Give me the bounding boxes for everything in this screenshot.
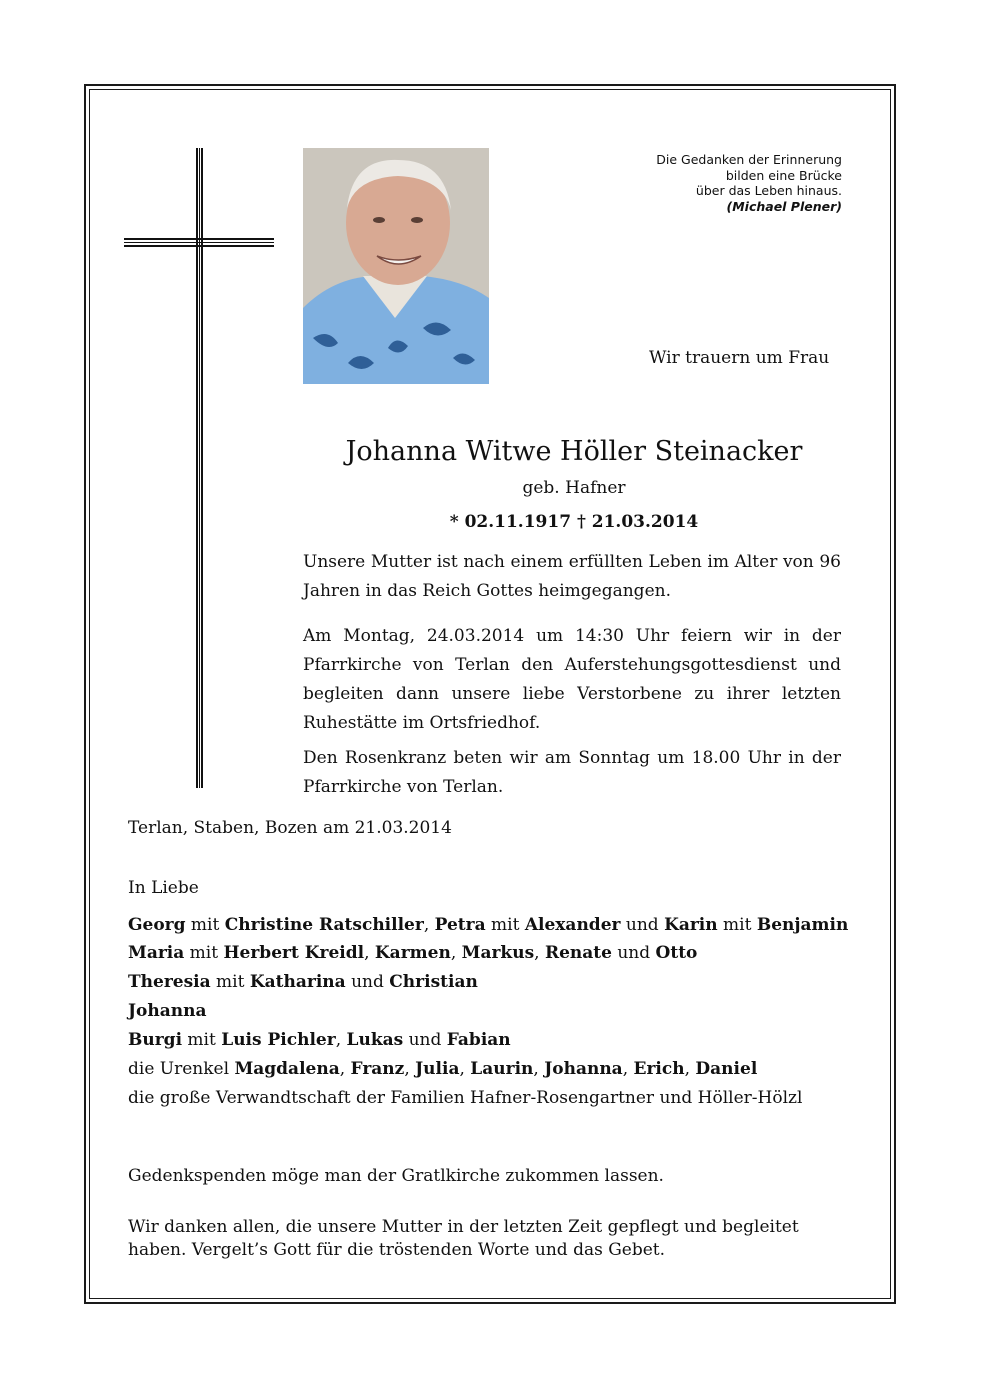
mourner-name: Theresia	[128, 972, 211, 992]
mourner-name: Christine Ratschiller	[224, 915, 424, 935]
mourner-name: Benjamin	[756, 915, 849, 935]
donation-note: Gedenkspenden möge man der Gratlkirche zukommen lassen.	[128, 1166, 664, 1186]
cross-icon-bar	[124, 238, 274, 247]
mourner-name: Luis Pichler	[221, 1030, 336, 1050]
mourner-name: Katharina	[249, 972, 346, 992]
mourner-name: Burgi	[128, 1030, 183, 1050]
mourner-connector: ,	[335, 1030, 347, 1050]
mourners-list	[128, 910, 852, 1113]
mourner-name: Petra	[434, 915, 486, 935]
mourner-connector: die Urenkel	[128, 1059, 235, 1079]
mourner-name: Franz	[350, 1059, 405, 1079]
quote-author: (Michael Plener)	[726, 198, 842, 214]
funeral-paragraph: Am Montag, 24.03.2014 um 14:30 Uhr feiern wir in der Pfarrkirche von Terlan den Auferstehungsgottesdienst und begleiten dann unsere liebe Verstorbene zu ihrer letzten Ruhestätte im Ortsfriedhof.	[303, 626, 841, 733]
mourner-connector: ,	[459, 1059, 471, 1079]
mourner-connector: mit	[185, 915, 225, 935]
mourner-line	[128, 1055, 852, 1084]
intro-text: Wir trauern um Frau	[649, 348, 830, 368]
mourner-line	[128, 910, 852, 939]
mourner-line	[128, 939, 852, 968]
mourner-line	[128, 1084, 852, 1113]
portrait-photo	[303, 148, 489, 384]
quote-line: Die Gedanken der Erinnerung	[656, 152, 842, 167]
mourner-name: Laurin	[470, 1059, 534, 1079]
mourner-line	[128, 968, 852, 997]
deceased-name: Johanna Witwe Höller Steinacker	[345, 436, 803, 467]
mourner-connector: und	[611, 943, 656, 963]
mourner-connector: mit	[485, 915, 525, 935]
mourner-connector: ,	[339, 1059, 351, 1079]
mourner-connector: ,	[364, 943, 375, 963]
mourner-connector: und	[403, 1030, 447, 1050]
mourner-connector: ,	[684, 1059, 696, 1079]
mourner-name: Markus	[461, 943, 535, 963]
obituary-paragraph: Unsere Mutter ist nach einem erfüllten Leben im Alter von 96 Jahren in das Reich Gottes heimgegangen.	[303, 552, 841, 601]
mourner-connector: mit	[182, 1030, 222, 1050]
mourner-connector: ,	[450, 943, 462, 963]
mourner-connector: ,	[622, 1059, 634, 1079]
mourner-name: Erich	[633, 1059, 685, 1079]
mourner-name: Johanna	[544, 1059, 623, 1079]
mourner-name: Johanna	[128, 1001, 207, 1021]
mourner-connector: mit	[210, 972, 250, 992]
quote-line: über das Leben hinaus.	[695, 183, 842, 198]
mourner-line	[128, 1026, 852, 1055]
mourner-name: Renate	[544, 943, 612, 963]
in-liebe: In Liebe	[128, 878, 199, 898]
thanks-note: Wir danken allen, die unsere Mutter in der letzten Zeit gepflegt und begleitet haben. Vergelt’s Gott für die tröstenden Worte und das Gebet.	[128, 1217, 799, 1260]
mourner-name: Herbert Kreidl	[223, 943, 365, 963]
mourner-name: Georg	[128, 915, 186, 935]
mourner-name: Lukas	[346, 1030, 404, 1050]
mourner-name: Karmen	[374, 943, 451, 963]
mourner-connector: ,	[533, 1059, 545, 1079]
mourner-name: Maria	[128, 943, 185, 963]
life-dates: * 02.11.1917 † 21.03.2014	[449, 512, 699, 532]
mourner-name: Karin	[664, 915, 718, 935]
mourner-line	[128, 997, 852, 1026]
mourner-name: Fabian	[446, 1030, 511, 1050]
quote-line: bilden eine Brücke	[725, 167, 842, 183]
mourner-name: Otto	[655, 943, 698, 963]
mourner-name: Alexander	[524, 915, 621, 935]
mourner-connector: ,	[423, 915, 435, 935]
mourner-name: Magdalena	[234, 1059, 340, 1079]
mourner-connector: ,	[404, 1059, 416, 1079]
mourner-connector: mit	[184, 943, 224, 963]
mourner-connector: und	[345, 972, 390, 992]
birth-name: geb. Hafner	[522, 478, 626, 498]
mourner-connector: ,	[534, 943, 545, 963]
mourner-connector: und	[620, 915, 665, 935]
mourner-name: Christian	[389, 972, 478, 992]
mourner-name: Julia	[415, 1059, 460, 1079]
mourner-name: Daniel	[695, 1059, 758, 1079]
memorial-quote	[542, 152, 842, 214]
rosary-paragraph: Den Rosenkranz beten wir am Sonntag um 18.00 Uhr in der Pfarrkirche von Terlan.	[303, 748, 841, 797]
mourner-connector: die große Verwandtschaft der Familien Hafner-Rosengartner und Höller-Hölzl	[128, 1088, 803, 1108]
place-date: Terlan, Staben, Bozen am 21.03.2014	[128, 818, 452, 838]
mourner-connector: mit	[717, 915, 757, 935]
